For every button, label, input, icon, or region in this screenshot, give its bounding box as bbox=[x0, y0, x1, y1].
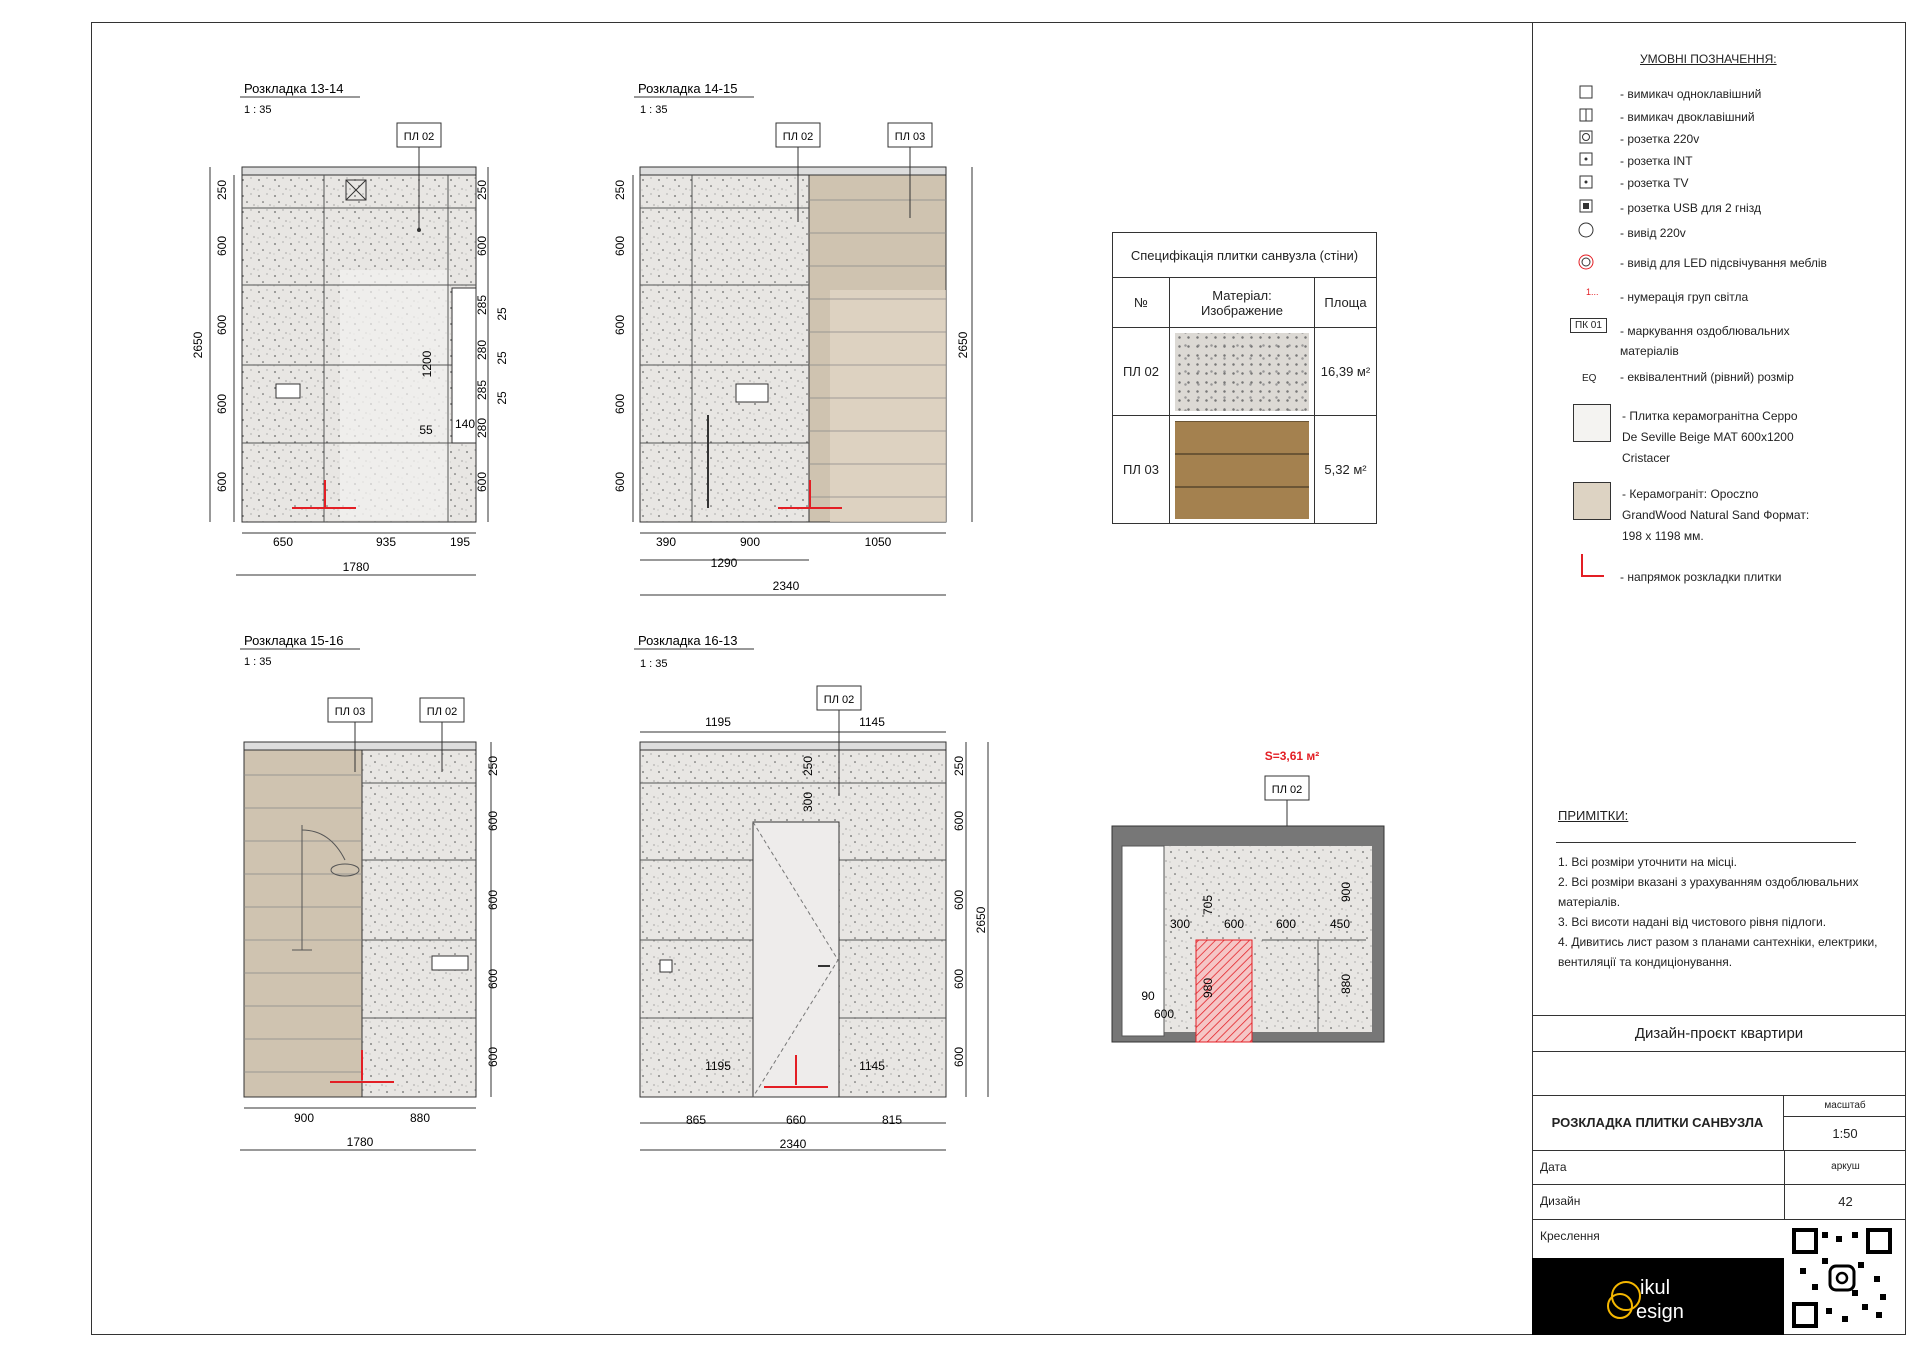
dim: 980 bbox=[1201, 977, 1215, 999]
dim-total: 2340 bbox=[779, 1137, 807, 1151]
legend-item: - нумерація груп світла bbox=[1620, 290, 1749, 304]
dim-height: 2650 bbox=[191, 331, 205, 359]
light-group-number-icon: 1... bbox=[1586, 287, 1599, 297]
legend-item: - вивід 220v bbox=[1620, 226, 1686, 240]
tile-terrazzo-swatch bbox=[1573, 404, 1611, 442]
output-led-icon bbox=[1579, 255, 1593, 269]
dim: 1195 bbox=[705, 715, 731, 729]
design-label: Дизайн bbox=[1540, 1194, 1581, 1208]
dim: 650 bbox=[272, 535, 294, 549]
tag-pl03: ПЛ 03 bbox=[334, 706, 366, 718]
note-item: 1. Всі розміри уточнити на місці. bbox=[1558, 855, 1737, 869]
sheet-label: аркуш bbox=[1784, 1150, 1906, 1184]
dim: 90 bbox=[1141, 989, 1155, 1003]
qr-code-icon bbox=[1792, 1228, 1892, 1328]
dim: 600 bbox=[1275, 917, 1297, 931]
scale-value: 1:50 bbox=[1832, 1126, 1858, 1141]
material-swatch-wood bbox=[1170, 416, 1315, 524]
dim: 935 bbox=[375, 535, 397, 549]
floor-plan bbox=[1112, 749, 1384, 1042]
legend-item: - розетка INT bbox=[1620, 154, 1693, 168]
dim: 250 bbox=[613, 179, 627, 201]
legend-item: - напрямок розкладки плитки bbox=[1620, 570, 1782, 584]
dim: 600 bbox=[486, 968, 500, 990]
dim: 390 bbox=[655, 535, 677, 549]
spec-row-id: ПЛ 02 bbox=[1113, 328, 1170, 416]
dim-total: 1780 bbox=[342, 560, 370, 574]
dim: 900 bbox=[739, 535, 761, 549]
dim: 195 bbox=[449, 535, 471, 549]
dim: 900 bbox=[293, 1111, 315, 1125]
legend-icons bbox=[1575, 82, 1615, 602]
tag-pl02: ПЛ 02 bbox=[426, 706, 458, 718]
flush-plate-icon bbox=[736, 384, 768, 402]
view-title: Розкладка 16-13 bbox=[638, 633, 738, 648]
dim: 600 bbox=[952, 810, 966, 832]
switch-icon bbox=[660, 960, 672, 972]
spec-row-area: 5,32 м² bbox=[1315, 416, 1377, 524]
legend-title: УМОВНІ ПОЗНАЧЕННЯ: bbox=[1640, 52, 1777, 66]
legend-item: - маркування оздоблювальних матеріалів bbox=[1620, 324, 1790, 358]
view-15-16 bbox=[240, 633, 500, 1150]
spec-table bbox=[1112, 232, 1377, 524]
dim: 600 bbox=[952, 1046, 966, 1068]
tag-pl02: ПЛ 02 bbox=[1271, 784, 1303, 796]
material-mark-icon: ПК 01 bbox=[1570, 318, 1607, 333]
legend-item: - розетка 220v bbox=[1620, 132, 1700, 146]
dim: 880 bbox=[409, 1111, 431, 1125]
dim: 705 bbox=[1201, 894, 1215, 916]
layout-direction-icon bbox=[1578, 552, 1608, 582]
dim: 140 bbox=[454, 417, 476, 431]
dim: 600 bbox=[486, 810, 500, 832]
dim: 600 bbox=[613, 471, 627, 493]
legend-item: - розетка TV bbox=[1620, 176, 1689, 190]
legend-item: - Керамограніт: Opoczno GrandWood Natural Sand Формат: 198 х 1198 мм. bbox=[1622, 487, 1810, 543]
legend-item: - вимикач одноклавішний bbox=[1620, 87, 1762, 101]
dim: 900 bbox=[1339, 881, 1353, 903]
dim: 285 bbox=[475, 294, 489, 316]
dim-height: 2650 bbox=[956, 331, 970, 359]
view-13-14 bbox=[191, 81, 509, 575]
spec-header: Площа bbox=[1315, 278, 1377, 328]
dim: 600 bbox=[613, 393, 627, 415]
view-scale: 1 : 35 bbox=[640, 658, 668, 670]
sheet-number: 42 bbox=[1784, 1184, 1906, 1219]
dim: 880 bbox=[1339, 973, 1353, 995]
project-title: Дизайн-проєкт квартири bbox=[1634, 1025, 1804, 1042]
dim: 250 bbox=[801, 755, 815, 777]
dim: 600 bbox=[215, 235, 229, 257]
dim: 600 bbox=[952, 968, 966, 990]
legend-item: - розетка USB для 2 гнізд bbox=[1620, 201, 1761, 215]
dim: 865 bbox=[685, 1113, 707, 1127]
dim: 600 bbox=[613, 235, 627, 257]
dim: 1145 bbox=[859, 1059, 885, 1073]
output-220-icon bbox=[1579, 223, 1593, 237]
dim: 280 bbox=[475, 417, 489, 439]
tile-wood-swatch bbox=[1573, 482, 1611, 520]
date-label: Дата bbox=[1540, 1160, 1567, 1174]
notes-divider bbox=[1556, 842, 1856, 843]
view-scale: 1 : 35 bbox=[244, 104, 272, 116]
spec-header: Матеріал: Изображение bbox=[1170, 278, 1315, 328]
dim: 1195 bbox=[705, 1059, 731, 1073]
dim: 450 bbox=[1329, 917, 1351, 931]
dim: 1050 bbox=[864, 535, 892, 549]
dim: 1145 bbox=[859, 715, 885, 729]
note-item: 3. Всі висоти надані від чистового рівня підлоги. bbox=[1558, 915, 1827, 929]
dim: 815 bbox=[881, 1113, 903, 1127]
note-item: 4. Дивитись лист разом з планами сантехніки, електрики, вентиляції та кондиціонування. bbox=[1558, 935, 1878, 969]
dim: 25 bbox=[495, 351, 509, 365]
note-item: 2. Всі розміри вказані з урахуванням оздоблювальних матеріалів. bbox=[1558, 875, 1859, 909]
dim-total: 2340 bbox=[772, 579, 800, 593]
switch-single-icon bbox=[1580, 86, 1592, 98]
dim: 25 bbox=[495, 307, 509, 321]
pikul-design-logo bbox=[1532, 1258, 1784, 1335]
dim: 55 bbox=[419, 423, 433, 437]
socket-icon bbox=[276, 384, 300, 398]
socket-icon bbox=[432, 956, 468, 970]
spec-row-id: ПЛ 03 bbox=[1113, 416, 1170, 524]
view-title: Розкладка 13-14 bbox=[244, 81, 344, 96]
tag-pl02: ПЛ 02 bbox=[823, 694, 855, 706]
notes-list bbox=[1558, 852, 1878, 972]
dim: 600 bbox=[1153, 1007, 1175, 1021]
material-swatch-terrazzo bbox=[1170, 328, 1315, 416]
spec-header: № bbox=[1113, 278, 1170, 328]
dim: 600 bbox=[952, 889, 966, 911]
scale-label: масштаб bbox=[1784, 1095, 1906, 1117]
svg-text:ikul: ikul bbox=[1640, 1277, 1671, 1299]
dim: 600 bbox=[486, 889, 500, 911]
dim: 280 bbox=[475, 339, 489, 361]
tag-pl02: ПЛ 02 bbox=[782, 131, 814, 143]
legend-item: - вимикач двоклавішний bbox=[1620, 110, 1755, 124]
spec-title: Специфікація плитки санвузла (стіни) bbox=[1113, 233, 1377, 278]
legend-item: - вивід для LED підсвічування меблів bbox=[1620, 256, 1827, 270]
dim: 250 bbox=[486, 755, 500, 777]
tag-pl03: ПЛ 03 bbox=[894, 131, 926, 143]
legend-item: - Плитка керамогранітна Ceppo De Seville Beige MAT 600x1200 Cristacer bbox=[1622, 409, 1798, 465]
tag-pl02: ПЛ 02 bbox=[403, 131, 435, 143]
view-16-13 bbox=[634, 633, 988, 1151]
dim: 600 bbox=[215, 471, 229, 493]
dim: 600 bbox=[1223, 917, 1245, 931]
sheet-name: РОЗКЛАДКА ПЛИТКИ САНВУЗЛА bbox=[1532, 1095, 1784, 1150]
dim: 600 bbox=[475, 471, 489, 493]
dim: 600 bbox=[475, 235, 489, 257]
dim: 1290 bbox=[710, 556, 738, 570]
dim: 1200 bbox=[420, 350, 434, 378]
dim: 250 bbox=[475, 179, 489, 201]
eq-icon: EQ bbox=[1582, 373, 1597, 384]
view-scale: 1 : 35 bbox=[640, 104, 668, 116]
dim-height: 2650 bbox=[974, 906, 988, 934]
dim: 250 bbox=[215, 179, 229, 201]
dim: 300 bbox=[1169, 917, 1191, 931]
dim: 300 bbox=[801, 791, 815, 813]
dim: 600 bbox=[613, 314, 627, 336]
legend-item: - еквівалентний (рівний) розмір bbox=[1620, 370, 1794, 384]
view-14-15 bbox=[613, 81, 972, 595]
view-title: Розкладка 14-15 bbox=[638, 81, 738, 96]
notes-title: ПРИМІТКИ: bbox=[1558, 808, 1629, 823]
dim: 600 bbox=[486, 1046, 500, 1068]
view-title: Розкладка 15-16 bbox=[244, 633, 344, 648]
dim-total: 1780 bbox=[346, 1135, 374, 1149]
svg-text:esign: esign bbox=[1636, 1301, 1684, 1323]
spec-row-area: 16,39 м² bbox=[1315, 328, 1377, 416]
dim: 285 bbox=[475, 379, 489, 401]
dim: 600 bbox=[215, 393, 229, 415]
dim: 600 bbox=[215, 314, 229, 336]
dim: 660 bbox=[785, 1113, 807, 1127]
view-scale: 1 : 35 bbox=[244, 656, 272, 668]
dim: 25 bbox=[495, 391, 509, 405]
dim: 250 bbox=[952, 755, 966, 777]
plan-area: S=3,61 м² bbox=[1264, 749, 1320, 763]
socket-220-icon bbox=[1580, 131, 1592, 143]
drawing-label: Креслення bbox=[1540, 1229, 1600, 1243]
